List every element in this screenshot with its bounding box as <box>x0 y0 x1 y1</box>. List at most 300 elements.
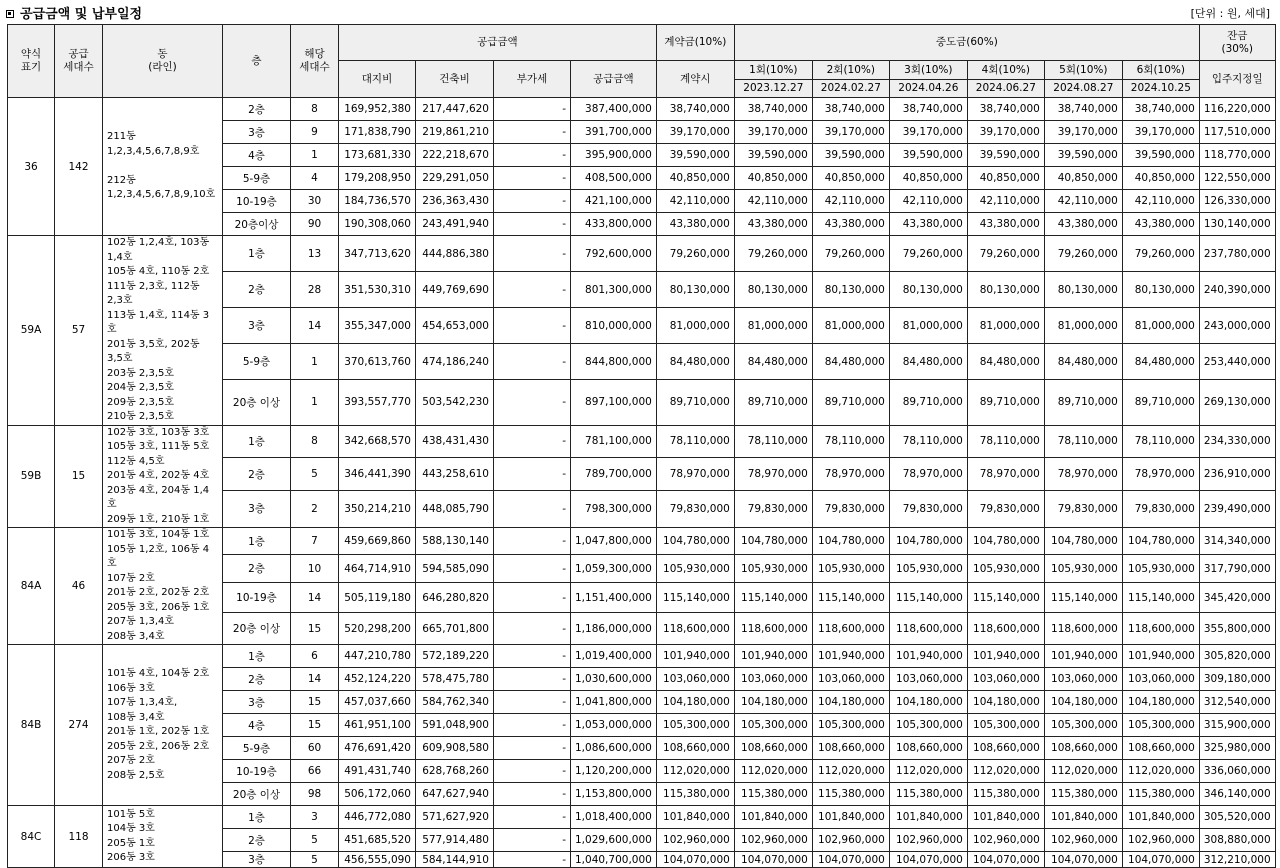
balance-cell: 346,140,000 <box>1199 783 1275 806</box>
building-line: 201동 2호, 202동 2호 <box>107 587 210 598</box>
header-contract-group: 계약금(10%) <box>656 25 734 61</box>
contract-cell: 84,480,000 <box>656 344 734 380</box>
installment-2-cell: 79,260,000 <box>812 236 889 272</box>
construction-cell: 503,542,230 <box>416 380 494 425</box>
vat-cell: - <box>494 668 571 691</box>
supply-total-cell: 1,041,800,000 <box>571 691 657 714</box>
supply-total-cell: 1,030,600,000 <box>571 668 657 691</box>
installment-1-cell: 104,070,000 <box>734 852 812 868</box>
supply-total-cell: 1,120,200,000 <box>571 760 657 783</box>
table-row <box>8 528 1276 555</box>
supply-total-cell: 789,700,000 <box>571 458 657 491</box>
table-row <box>8 425 1276 458</box>
building-line: 209동 2,3,5호 <box>107 396 175 408</box>
installment-6-cell: 118,600,000 <box>1122 613 1199 645</box>
installment-5-cell: 104,780,000 <box>1044 528 1122 555</box>
construction-cell: 243,491,940 <box>416 213 494 236</box>
installment-6-cell: 101,940,000 <box>1122 645 1199 668</box>
contract-cell: 78,970,000 <box>656 458 734 491</box>
vat-cell: - <box>494 425 571 458</box>
floor-cell: 1층 <box>223 806 291 829</box>
floor-cell: 2층 <box>223 458 291 491</box>
installment-4-cell: 38,740,000 <box>967 98 1044 121</box>
supply-total-cell: 1,153,800,000 <box>571 783 657 806</box>
installment-1-cell: 81,000,000 <box>734 308 812 344</box>
floor-cell: 3층 <box>223 852 291 868</box>
installment-4-cell: 115,140,000 <box>967 582 1044 613</box>
installment-6-cell: 105,930,000 <box>1122 555 1199 582</box>
header-construction: 건축비 <box>416 61 494 98</box>
installment-2-cell: 115,380,000 <box>812 783 889 806</box>
balance-cell: 312,210,000 <box>1199 852 1275 868</box>
balance-cell: 309,180,000 <box>1199 668 1275 691</box>
balance-cell: 122,550,000 <box>1199 167 1275 190</box>
construction-cell: 647,627,940 <box>416 783 494 806</box>
installment-6-cell: 39,590,000 <box>1122 144 1199 167</box>
installment-2-cell: 78,110,000 <box>812 425 889 458</box>
building-line: 102동 1,2,4호, 103동 1,4호 <box>107 237 210 263</box>
balance-cell: 126,330,000 <box>1199 190 1275 213</box>
installment-6-cell: 104,780,000 <box>1122 528 1199 555</box>
land-cell: 342,668,570 <box>339 425 416 458</box>
building-line: 105동 4호, 110동 2호 <box>107 266 210 277</box>
count-cell: 90 <box>291 213 339 236</box>
installment-4-cell: 78,110,000 <box>967 425 1044 458</box>
count-cell: 6 <box>291 645 339 668</box>
building-cell <box>103 98 223 236</box>
count-cell: 14 <box>291 308 339 344</box>
installment-4-cell: 39,590,000 <box>967 144 1044 167</box>
installment-2-cell: 89,710,000 <box>812 380 889 425</box>
building-line: 209동 1호, 210동 1호 <box>107 513 210 525</box>
building-line: 201동 4호, 202동 4호 <box>107 470 210 481</box>
count-cell: 1 <box>291 380 339 425</box>
installment-5-cell: 104,180,000 <box>1044 691 1122 714</box>
supply-total-cell: 1,040,700,000 <box>571 852 657 868</box>
building-cell <box>103 645 223 806</box>
header-supply-group: 공급금액 <box>339 25 657 61</box>
installment-4-cell: 102,960,000 <box>967 829 1044 852</box>
installment-6-cell: 81,000,000 <box>1122 308 1199 344</box>
installment-5-cell: 42,110,000 <box>1044 190 1122 213</box>
count-cell: 14 <box>291 582 339 613</box>
land-cell: 452,124,220 <box>339 668 416 691</box>
installment-4-cell: 40,850,000 <box>967 167 1044 190</box>
count-cell: 4 <box>291 167 339 190</box>
count-cell: 13 <box>291 236 339 272</box>
installment-4-cell: 104,070,000 <box>967 852 1044 868</box>
installment-3-cell: 115,380,000 <box>889 783 967 806</box>
vat-cell: - <box>494 121 571 144</box>
building-line: 205동 3호, 206동 1호 <box>107 601 210 613</box>
contract-cell: 39,170,000 <box>656 121 734 144</box>
installment-4-cell: 84,480,000 <box>967 344 1044 380</box>
installment-6-cell: 112,020,000 <box>1122 760 1199 783</box>
count-cell: 1 <box>291 144 339 167</box>
contract-cell: 104,070,000 <box>656 852 734 868</box>
floor-cell: 5-9층 <box>223 167 291 190</box>
contract-cell: 80,130,000 <box>656 272 734 308</box>
land-cell: 491,431,740 <box>339 760 416 783</box>
type-cell: 36 <box>8 98 55 236</box>
installment-5-cell: 79,830,000 <box>1044 490 1122 527</box>
balance-cell: 317,790,000 <box>1199 555 1275 582</box>
count-cell: 10 <box>291 555 339 582</box>
header-contract-time: 계약시 <box>656 61 734 98</box>
building-line: 105동 1,2호, 106동 4호 <box>107 543 210 569</box>
land-cell: 173,681,330 <box>339 144 416 167</box>
supply-total-cell: 1,053,000,000 <box>571 714 657 737</box>
installment-6-cell: 103,060,000 <box>1122 668 1199 691</box>
type-cell: 59B <box>8 425 55 528</box>
installment-2-cell: 38,740,000 <box>812 98 889 121</box>
installment-3-cell: 84,480,000 <box>889 344 967 380</box>
vat-cell: - <box>494 490 571 527</box>
land-cell: 520,298,200 <box>339 613 416 645</box>
balance-cell: 237,780,000 <box>1199 236 1275 272</box>
supply-total-cell: 1,059,300,000 <box>571 555 657 582</box>
installment-4-cell: 115,380,000 <box>967 783 1044 806</box>
balance-cell: 116,220,000 <box>1199 98 1275 121</box>
count-cell: 7 <box>291 528 339 555</box>
land-cell: 506,172,060 <box>339 783 416 806</box>
installment-3-cell: 80,130,000 <box>889 272 967 308</box>
installment-3-cell: 39,170,000 <box>889 121 967 144</box>
installment-3-cell: 40,850,000 <box>889 167 967 190</box>
installment-5-cell: 39,590,000 <box>1044 144 1122 167</box>
count-cell: 28 <box>291 272 339 308</box>
construction-cell: 665,701,800 <box>416 613 494 645</box>
installment-1-cell: 84,480,000 <box>734 344 812 380</box>
floor-cell: 20층 이상 <box>223 783 291 806</box>
balance-cell: 269,130,000 <box>1199 380 1275 425</box>
count-cell: 1 <box>291 344 339 380</box>
construction-cell: 236,363,430 <box>416 190 494 213</box>
installment-2-cell: 39,170,000 <box>812 121 889 144</box>
vat-cell: - <box>494 308 571 344</box>
construction-cell: 449,769,690 <box>416 272 494 308</box>
balance-cell: 243,000,000 <box>1199 308 1275 344</box>
contract-cell: 105,930,000 <box>656 555 734 582</box>
construction-cell: 444,886,380 <box>416 236 494 272</box>
supply-total-cell: 801,300,000 <box>571 272 657 308</box>
installment-5-cell: 108,660,000 <box>1044 737 1122 760</box>
installment-1-cell: 104,180,000 <box>734 691 812 714</box>
installment-2-cell: 78,970,000 <box>812 458 889 491</box>
vat-cell: - <box>494 829 571 852</box>
building-line: 205동 1호 <box>107 837 155 849</box>
count-cell: 60 <box>291 737 339 760</box>
vat-cell: - <box>494 213 571 236</box>
installment-2-cell: 104,180,000 <box>812 691 889 714</box>
construction-cell: 217,447,620 <box>416 98 494 121</box>
installment-1-cell: 78,970,000 <box>734 458 812 491</box>
installment-5-cell: 80,130,000 <box>1044 272 1122 308</box>
installment-4-cell: 104,780,000 <box>967 528 1044 555</box>
installment-1-cell: 103,060,000 <box>734 668 812 691</box>
floor-cell: 20층 이상 <box>223 380 291 425</box>
households-cell: 142 <box>55 98 103 236</box>
table-row <box>8 806 1276 829</box>
installment-3-cell: 101,940,000 <box>889 645 967 668</box>
installment-5-cell: 118,600,000 <box>1044 613 1122 645</box>
installment-3-cell: 115,140,000 <box>889 582 967 613</box>
installment-1-cell: 104,780,000 <box>734 528 812 555</box>
vat-cell: - <box>494 691 571 714</box>
header-land: 대지비 <box>339 61 416 98</box>
land-cell: 184,736,570 <box>339 190 416 213</box>
price-schedule-table <box>7 24 1276 868</box>
construction-cell: 609,908,580 <box>416 737 494 760</box>
construction-cell: 229,291,050 <box>416 167 494 190</box>
floor-cell: 2층 <box>223 272 291 308</box>
building-line: 203동 4호, 204동 1,4호 <box>107 484 210 510</box>
installment-1-cell: 80,130,000 <box>734 272 812 308</box>
supply-total-cell: 1,186,000,000 <box>571 613 657 645</box>
installment-3-cell: 105,930,000 <box>889 555 967 582</box>
installment-3-cell: 79,830,000 <box>889 490 967 527</box>
installment-6-cell: 38,740,000 <box>1122 98 1199 121</box>
installment-4-cell: 81,000,000 <box>967 308 1044 344</box>
supply-total-cell: 1,019,400,000 <box>571 645 657 668</box>
installment-5-cell: 40,850,000 <box>1044 167 1122 190</box>
header-type: 약식 표기 <box>8 25 55 98</box>
building-cell <box>103 236 223 426</box>
contract-cell: 112,020,000 <box>656 760 734 783</box>
vat-cell: - <box>494 344 571 380</box>
building-line: 1,2,3,4,5,6,7,8,9호 <box>107 145 200 157</box>
count-cell: 5 <box>291 852 339 868</box>
vat-cell: - <box>494 190 571 213</box>
contract-cell: 79,830,000 <box>656 490 734 527</box>
installment-3-cell: 39,590,000 <box>889 144 967 167</box>
installment-4-cell: 112,020,000 <box>967 760 1044 783</box>
construction-cell: 578,475,780 <box>416 668 494 691</box>
building-line: 206동 3호 <box>107 852 155 863</box>
floor-cell: 1층 <box>223 236 291 272</box>
building-line: 107동 1,3,4호, <box>107 697 178 708</box>
table-header <box>8 25 1276 98</box>
installment-3-cell: 104,180,000 <box>889 691 967 714</box>
installment-6-cell: 80,130,000 <box>1122 272 1199 308</box>
installment-1-cell: 38,740,000 <box>734 98 812 121</box>
contract-cell: 81,000,000 <box>656 308 734 344</box>
count-cell: 30 <box>291 190 339 213</box>
installment-2-cell: 105,300,000 <box>812 714 889 737</box>
land-cell: 351,530,310 <box>339 272 416 308</box>
vat-cell: - <box>494 613 571 645</box>
households-cell: 15 <box>55 425 103 528</box>
installment-1-cell: 39,170,000 <box>734 121 812 144</box>
land-cell: 446,772,080 <box>339 806 416 829</box>
installment-6-cell: 115,380,000 <box>1122 783 1199 806</box>
installment-2-cell: 101,940,000 <box>812 645 889 668</box>
table-body <box>8 98 1276 868</box>
land-cell: 464,714,910 <box>339 555 416 582</box>
building-line: 106동 3호 <box>107 682 155 694</box>
installment-5-cell: 78,970,000 <box>1044 458 1122 491</box>
construction-cell: 584,762,340 <box>416 691 494 714</box>
supply-total-cell: 387,400,000 <box>571 98 657 121</box>
header-installment-date-5: 2024.08.27 <box>1044 80 1122 98</box>
installment-6-cell: 42,110,000 <box>1122 190 1199 213</box>
vat-cell: - <box>494 458 571 491</box>
balance-cell: 345,420,000 <box>1199 582 1275 613</box>
page-title <box>6 3 142 22</box>
contract-cell: 40,850,000 <box>656 167 734 190</box>
header-installment-5: 5회(10%) <box>1044 61 1122 80</box>
balance-cell: 325,980,000 <box>1199 737 1275 760</box>
land-cell: 393,557,770 <box>339 380 416 425</box>
installment-6-cell: 39,170,000 <box>1122 121 1199 144</box>
land-cell: 179,208,950 <box>339 167 416 190</box>
land-cell: 190,308,060 <box>339 213 416 236</box>
contract-cell: 39,590,000 <box>656 144 734 167</box>
table-row <box>8 645 1276 668</box>
floor-cell: 3층 <box>223 691 291 714</box>
supply-total-cell: 1,151,400,000 <box>571 582 657 613</box>
installment-1-cell: 105,930,000 <box>734 555 812 582</box>
installment-6-cell: 89,710,000 <box>1122 380 1199 425</box>
installment-5-cell: 102,960,000 <box>1044 829 1122 852</box>
supply-total-cell: 433,800,000 <box>571 213 657 236</box>
supply-total-cell: 391,700,000 <box>571 121 657 144</box>
installment-3-cell: 78,110,000 <box>889 425 967 458</box>
count-cell: 9 <box>291 121 339 144</box>
installment-6-cell: 79,830,000 <box>1122 490 1199 527</box>
installment-4-cell: 108,660,000 <box>967 737 1044 760</box>
header-balance-group: 잔금 (30%) <box>1199 25 1275 61</box>
construction-cell: 588,130,140 <box>416 528 494 555</box>
installment-1-cell: 102,960,000 <box>734 829 812 852</box>
installment-1-cell: 40,850,000 <box>734 167 812 190</box>
contract-cell: 78,110,000 <box>656 425 734 458</box>
households-cell: 274 <box>55 645 103 806</box>
balance-cell: 305,820,000 <box>1199 645 1275 668</box>
land-cell: 350,214,210 <box>339 490 416 527</box>
balance-cell: 234,330,000 <box>1199 425 1275 458</box>
installment-5-cell: 101,840,000 <box>1044 806 1122 829</box>
installment-4-cell: 79,830,000 <box>967 490 1044 527</box>
balance-cell: 315,900,000 <box>1199 714 1275 737</box>
balance-cell: 336,060,000 <box>1199 760 1275 783</box>
installment-6-cell: 40,850,000 <box>1122 167 1199 190</box>
installment-4-cell: 101,840,000 <box>967 806 1044 829</box>
installment-1-cell: 89,710,000 <box>734 380 812 425</box>
installment-2-cell: 39,590,000 <box>812 144 889 167</box>
contract-cell: 38,740,000 <box>656 98 734 121</box>
header-installment-2: 2회(10%) <box>812 61 889 80</box>
installment-5-cell: 84,480,000 <box>1044 344 1122 380</box>
installment-4-cell: 43,380,000 <box>967 213 1044 236</box>
floor-cell: 20층 이상 <box>223 613 291 645</box>
supply-total-cell: 810,000,000 <box>571 308 657 344</box>
installment-1-cell: 101,840,000 <box>734 806 812 829</box>
installment-2-cell: 104,780,000 <box>812 528 889 555</box>
installment-2-cell: 40,850,000 <box>812 167 889 190</box>
balance-cell: 355,800,000 <box>1199 613 1275 645</box>
installment-1-cell: 112,020,000 <box>734 760 812 783</box>
building-line: 207동 2호 <box>107 755 155 766</box>
building-line: 208동 3,4호 <box>107 630 165 642</box>
installment-3-cell: 43,380,000 <box>889 213 967 236</box>
balance-cell: 314,340,000 <box>1199 528 1275 555</box>
installment-6-cell: 105,300,000 <box>1122 714 1199 737</box>
installment-6-cell: 43,380,000 <box>1122 213 1199 236</box>
header-installment-date-2: 2024.02.27 <box>812 80 889 98</box>
floor-cell: 1층 <box>223 645 291 668</box>
installment-2-cell: 42,110,000 <box>812 190 889 213</box>
land-cell: 355,347,000 <box>339 308 416 344</box>
land-cell: 447,210,780 <box>339 645 416 668</box>
installment-4-cell: 79,260,000 <box>967 236 1044 272</box>
type-cell: 84A <box>8 528 55 645</box>
floor-cell: 3층 <box>223 490 291 527</box>
supply-total-cell: 1,086,600,000 <box>571 737 657 760</box>
vat-cell: - <box>494 760 571 783</box>
contract-cell: 105,300,000 <box>656 714 734 737</box>
installment-4-cell: 105,930,000 <box>967 555 1044 582</box>
installment-5-cell: 38,740,000 <box>1044 98 1122 121</box>
installment-3-cell: 78,970,000 <box>889 458 967 491</box>
header-installment-date-6: 2024.10.25 <box>1122 80 1199 98</box>
installment-3-cell: 79,260,000 <box>889 236 967 272</box>
installment-1-cell: 118,600,000 <box>734 613 812 645</box>
building-line: 101동 3호, 104동 1호 <box>107 529 210 540</box>
floor-cell: 3층 <box>223 121 291 144</box>
floor-cell: 5-9층 <box>223 737 291 760</box>
building-line: 205동 2호, 206동 2호 <box>107 740 210 752</box>
installment-2-cell: 80,130,000 <box>812 272 889 308</box>
installment-2-cell: 105,930,000 <box>812 555 889 582</box>
supply-total-cell: 1,018,400,000 <box>571 806 657 829</box>
building-cell <box>103 425 223 528</box>
vat-cell: - <box>494 380 571 425</box>
building-line: 105동 3호, 111동 5호 <box>107 441 210 452</box>
vat-cell: - <box>494 236 571 272</box>
page-title-text: 공급금액 및 납부일정 <box>20 7 143 22</box>
installment-2-cell: 118,600,000 <box>812 613 889 645</box>
land-cell: 459,669,860 <box>339 528 416 555</box>
building-line: 102동 3호, 103동 3호 <box>107 426 210 438</box>
vat-cell: - <box>494 582 571 613</box>
land-cell: 347,713,620 <box>339 236 416 272</box>
header-installment-date-1: 2023.12.27 <box>734 80 812 98</box>
square-bullet-icon <box>6 10 14 18</box>
floor-cell: 10-19층 <box>223 760 291 783</box>
installment-1-cell: 78,110,000 <box>734 425 812 458</box>
contract-cell: 103,060,000 <box>656 668 734 691</box>
vat-cell: - <box>494 528 571 555</box>
installment-1-cell: 115,380,000 <box>734 783 812 806</box>
installment-1-cell: 101,940,000 <box>734 645 812 668</box>
construction-cell: 474,186,240 <box>416 344 494 380</box>
installment-6-cell: 84,480,000 <box>1122 344 1199 380</box>
building-line: 212동 <box>107 174 136 186</box>
installment-5-cell: 78,110,000 <box>1044 425 1122 458</box>
supply-total-cell: 781,100,000 <box>571 425 657 458</box>
installment-2-cell: 108,660,000 <box>812 737 889 760</box>
balance-cell: 253,440,000 <box>1199 344 1275 380</box>
balance-cell: 312,540,000 <box>1199 691 1275 714</box>
installment-3-cell: 103,060,000 <box>889 668 967 691</box>
households-cell: 46 <box>55 528 103 645</box>
building-line <box>107 159 218 174</box>
installment-4-cell: 78,970,000 <box>967 458 1044 491</box>
installment-3-cell: 38,740,000 <box>889 98 967 121</box>
supply-total-cell: 1,029,600,000 <box>571 829 657 852</box>
installment-4-cell: 42,110,000 <box>967 190 1044 213</box>
